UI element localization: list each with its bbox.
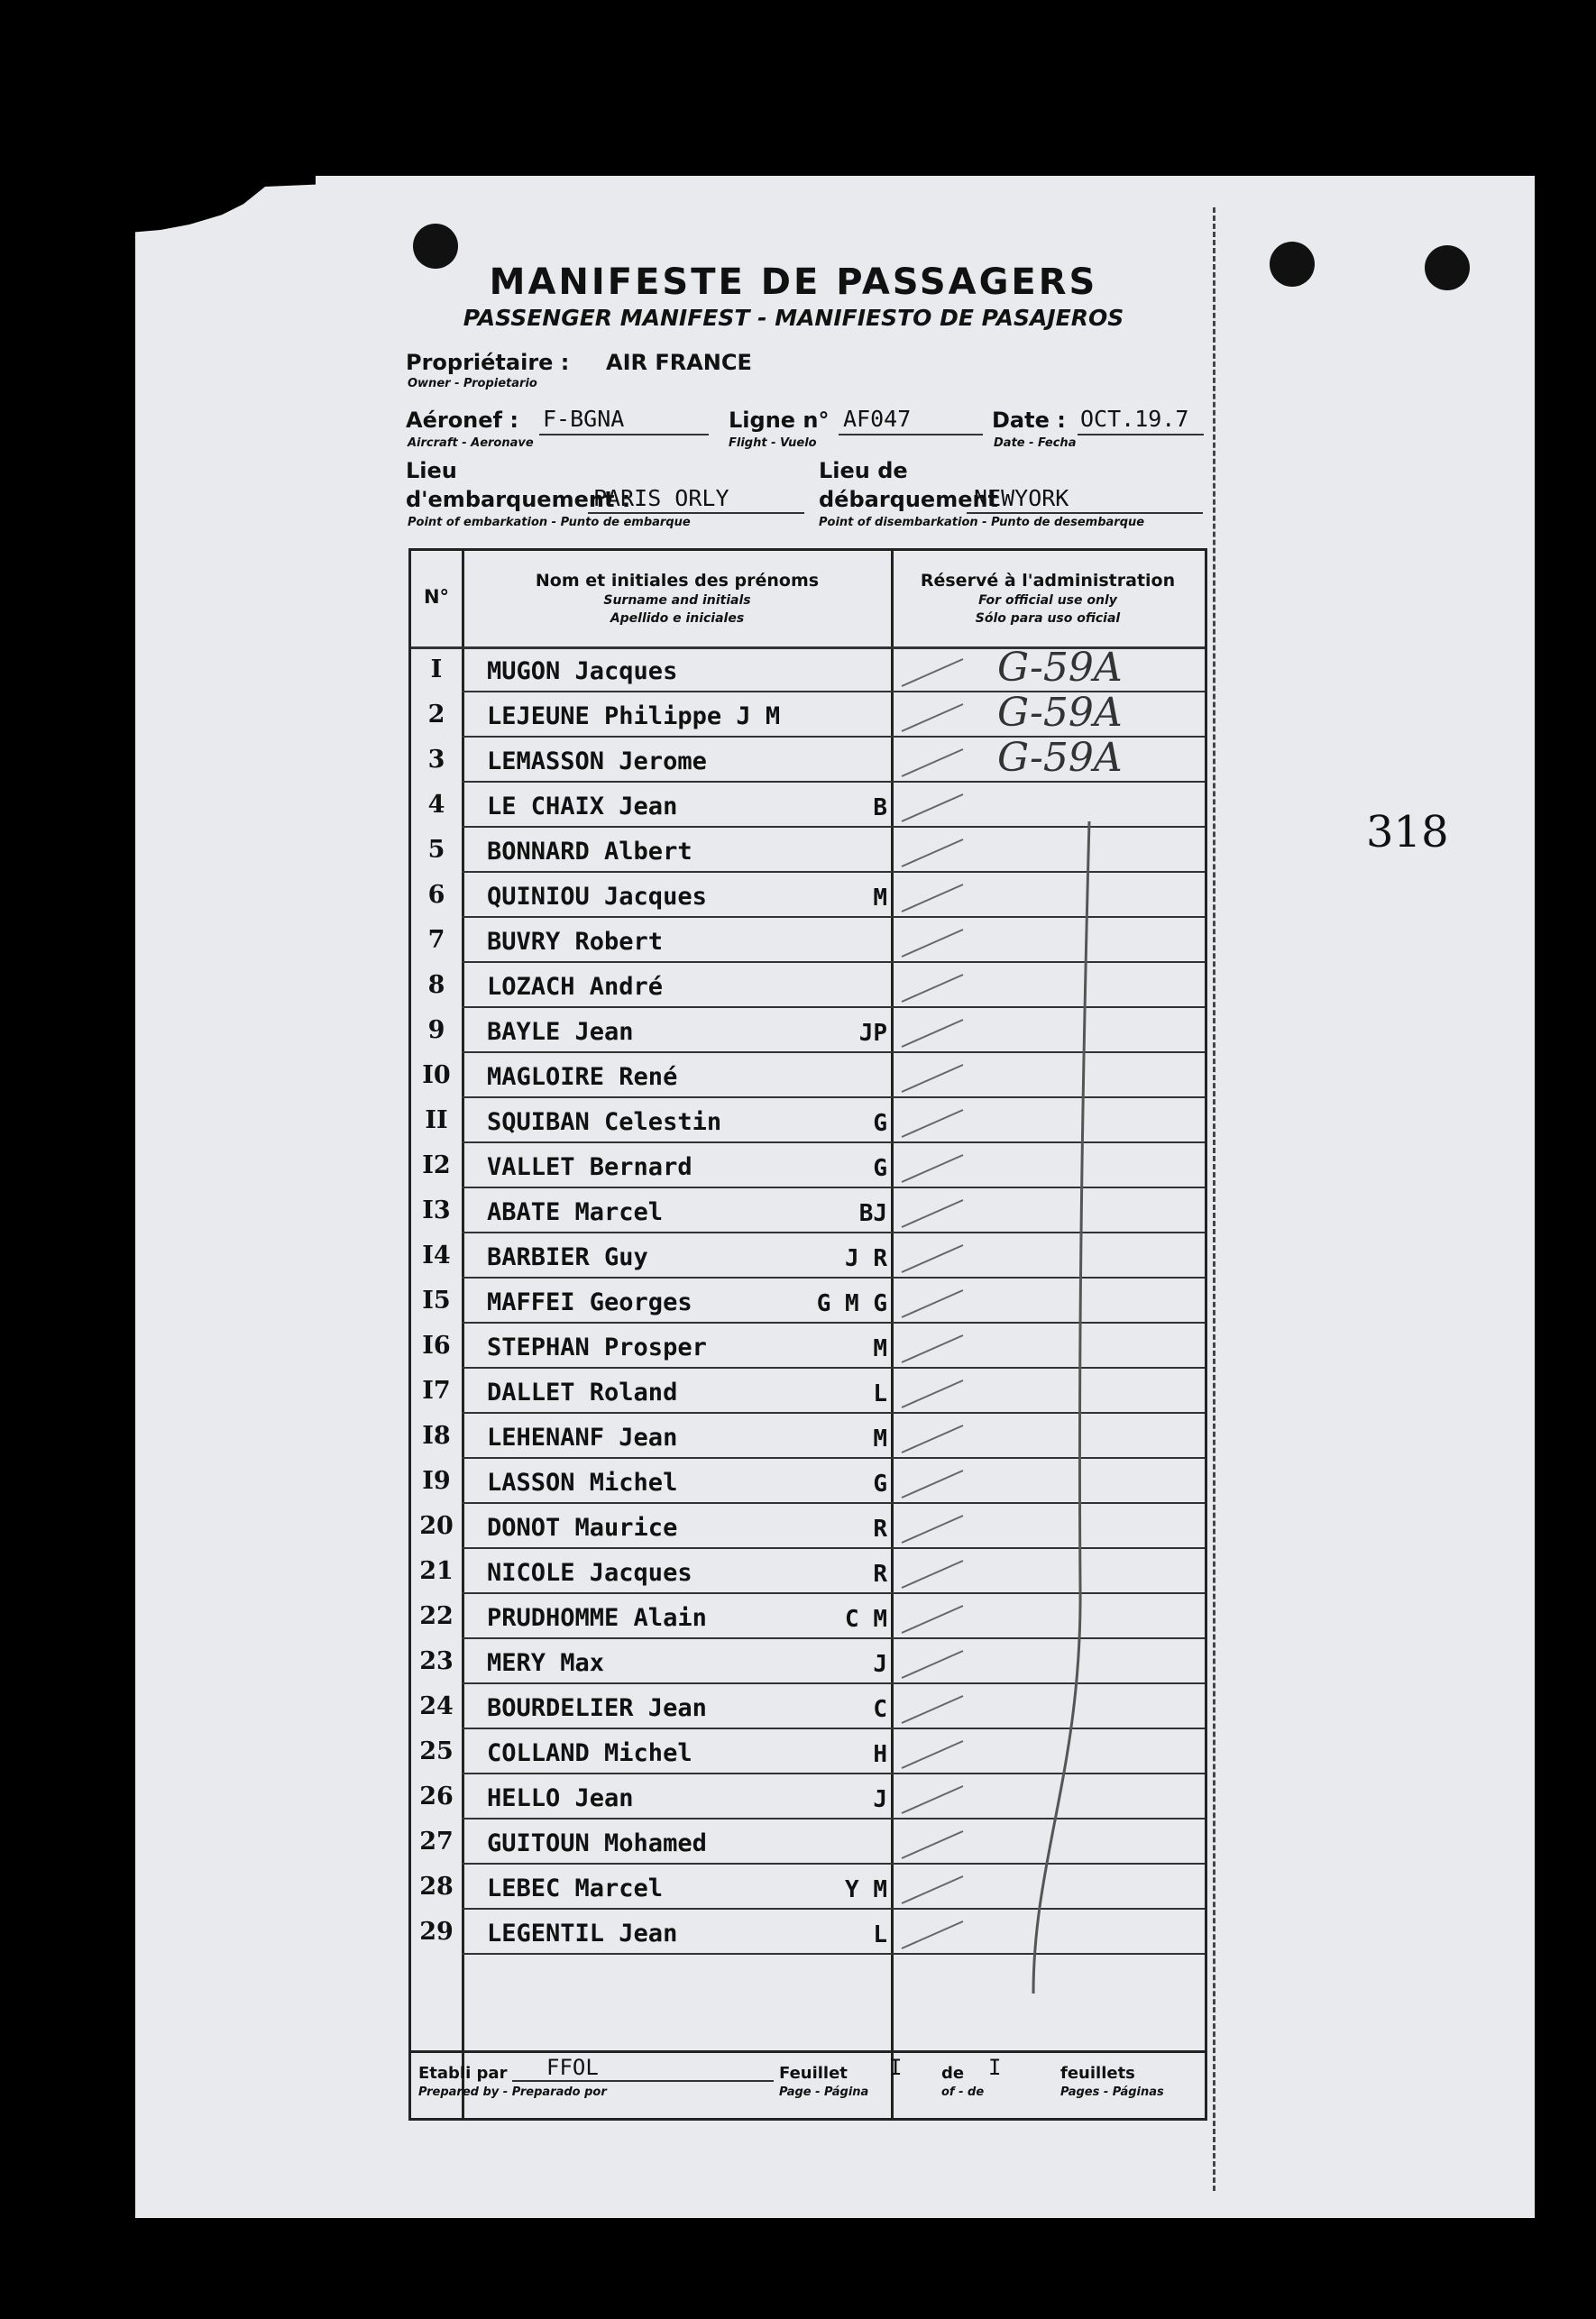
row-number: 24 (419, 1692, 454, 1720)
row-number: 27 (419, 1828, 454, 1856)
embarkation-value: PARIS ORLY (593, 485, 729, 511)
row-number: 29 (419, 1918, 454, 1946)
passenger-name: SQUIBAN Celestin (487, 1108, 722, 1136)
row-number: 26 (419, 1783, 454, 1810)
of-sublabel: of - de (941, 2085, 985, 2099)
page-title: MANIFESTE DE PASSAGERS (489, 261, 1098, 303)
passenger-initials: R (873, 1561, 887, 1588)
prepared-value: FFOL (546, 2055, 599, 2080)
passenger-name: MAFFEI Georges (487, 1288, 693, 1316)
disembarkation-label-2: débarquement (819, 487, 999, 512)
passenger-name: ABATE Marcel (487, 1198, 664, 1226)
admin-vertical-mark (411, 551, 1205, 2118)
passenger-initials: Y M (845, 1876, 887, 1903)
passenger-name: LOZACH André (487, 973, 664, 1001)
row-number: 25 (419, 1737, 454, 1765)
col-header-admin-sub2: Sólo para uso oficial (975, 610, 1121, 626)
row-number: 6 (427, 881, 445, 909)
row-number: I0 (422, 1061, 451, 1089)
sheets-label: feuillets (1060, 2064, 1135, 2083)
row-number: I9 (422, 1467, 451, 1495)
col-header-admin-sub1: For official use only (978, 592, 1117, 608)
disembarkation-underline (967, 512, 1203, 514)
row-number: I2 (422, 1151, 451, 1179)
passenger-initials: M (873, 1425, 887, 1453)
row-number: I (430, 655, 443, 683)
row-number: I7 (422, 1377, 451, 1405)
passenger-initials: G M G (816, 1290, 887, 1317)
passenger-name: LEBEC Marcel (487, 1874, 664, 1902)
row-number: I8 (422, 1422, 451, 1450)
aircraft-label: Aéronef : (406, 408, 518, 433)
admin-code: G-59A (997, 735, 1123, 781)
passenger-initials: C (873, 1696, 887, 1723)
row-number: I3 (422, 1196, 451, 1224)
prepared-underline (512, 2080, 774, 2082)
passenger-initials: J (873, 1786, 887, 1813)
passenger-initials: JP (858, 1020, 887, 1047)
disembarkation-value: NEWYORK (974, 485, 1069, 511)
disembarkation-sublabel: Point of disembarkation - Punto de desembarque (819, 516, 1145, 529)
row-number: I6 (422, 1332, 451, 1360)
passenger-name: STEPHAN Prosper (487, 1334, 707, 1361)
passenger-name: HELLO Jean (487, 1784, 634, 1812)
admin-code: G-59A (997, 645, 1123, 691)
aircraft-sublabel: Aircraft - Aeronave (408, 436, 534, 450)
passenger-name: DONOT Maurice (487, 1514, 678, 1542)
sheet-sublabel: Page - Página (779, 2085, 869, 2099)
passenger-name: BOURDELIER Jean (487, 1694, 707, 1722)
passenger-name: MUGON Jacques (487, 657, 678, 685)
passenger-name: GUITOUN Mohamed (487, 1829, 707, 1857)
passenger-initials: M (873, 885, 887, 912)
passenger-name: LEHENANF Jean (487, 1424, 678, 1452)
row-number: 21 (419, 1557, 454, 1585)
passenger-name: LASSON Michel (487, 1469, 678, 1497)
punch-hole (1425, 245, 1470, 290)
row-number: 3 (427, 746, 445, 774)
row-number: I4 (422, 1242, 451, 1269)
date-underline (1078, 434, 1204, 435)
passenger-name: COLLAND Michel (487, 1739, 693, 1767)
row-number: 28 (419, 1873, 454, 1901)
owner-value: AIR FRANCE (606, 350, 752, 375)
passenger-name: BAYLE Jean (487, 1018, 634, 1046)
passenger-initials: L (873, 1380, 887, 1407)
passenger-name: QUINIOU Jacques (487, 883, 707, 911)
aircraft-value: F-BGNA (543, 406, 625, 432)
row-number: 2 (427, 701, 445, 729)
passenger-initials: BJ (858, 1200, 887, 1227)
passenger-name: PRUDHOMME Alain (487, 1604, 707, 1632)
row-number: 22 (419, 1602, 454, 1630)
date-value: OCT.19.7 (1080, 406, 1189, 432)
sheets-sublabel: Pages - Páginas (1060, 2085, 1164, 2099)
passenger-name: VALLET Bernard (487, 1153, 693, 1181)
disembarkation-label-1: Lieu de (819, 458, 908, 483)
prepared-label: Etabli par (418, 2064, 508, 2083)
row-number: 8 (427, 971, 445, 999)
of-label: de (941, 2064, 965, 2083)
col-header-name-sub1: Surname and initials (603, 592, 751, 608)
passenger-name: BUVRY Robert (487, 928, 664, 956)
row-number: 9 (427, 1016, 445, 1044)
passenger-initials: J R (845, 1245, 887, 1272)
sheet-value: I (889, 2055, 903, 2080)
passenger-name: LE CHAIX Jean (487, 793, 678, 820)
passenger-name: LEGENTIL Jean (487, 1920, 678, 1948)
passenger-initials: G (873, 1155, 887, 1182)
embarkation-label-2: d'embarquement : (406, 487, 631, 512)
passenger-name: MAGLOIRE René (487, 1063, 678, 1091)
passenger-name: MERY Max (487, 1649, 605, 1677)
embarkation-underline (588, 512, 804, 514)
flight-sublabel: Flight - Vuelo (729, 436, 817, 450)
fold-line (1213, 207, 1215, 2191)
passenger-name: NICOLE Jacques (487, 1559, 693, 1587)
date-sublabel: Date - Fecha (994, 436, 1077, 450)
embarkation-sublabel: Point of embarkation - Punto de embarque (408, 516, 691, 529)
of-value: I (988, 2055, 1002, 2080)
col-header-admin-title: Réservé à l'administration (920, 571, 1176, 591)
passenger-name: LEJEUNE Philippe J M (487, 702, 781, 730)
flight-underline (839, 434, 983, 435)
col-header-name-sub2: Apellido e iniciales (610, 610, 745, 626)
passenger-initials: J (873, 1651, 887, 1678)
prepared-sublabel: Prepared by - Preparado por (418, 2085, 607, 2099)
passenger-name: DALLET Roland (487, 1379, 678, 1407)
col-header-name-title: Nom et initiales des prénoms (535, 571, 820, 591)
passenger-initials: M (873, 1335, 887, 1362)
passenger-name: BARBIER Guy (487, 1243, 648, 1271)
passenger-initials: R (873, 1516, 887, 1543)
row-number: 5 (427, 836, 445, 864)
page-subtitle: PASSENGER MANIFEST - MANIFIESTO DE PASAJEROS (463, 305, 1124, 331)
page-number: 318 (1366, 807, 1449, 857)
passenger-initials: G (873, 1471, 887, 1498)
flight-value: AF047 (843, 406, 912, 432)
col-header-no: N° (423, 586, 450, 608)
flight-label: Ligne n° (729, 408, 830, 433)
aircraft-underline (539, 434, 709, 435)
passenger-initials: G (873, 1110, 887, 1137)
embarkation-label-1: Lieu (406, 458, 457, 483)
punch-hole (1270, 242, 1315, 287)
admin-code: G-59A (997, 690, 1123, 736)
row-number: 20 (419, 1512, 454, 1540)
passenger-table (408, 548, 1207, 2121)
passenger-name: LEMASSON Jerome (487, 747, 707, 775)
owner-label: Propriétaire : (406, 350, 570, 375)
passenger-initials: C M (845, 1606, 887, 1633)
sheet-label: Feuillet (779, 2064, 848, 2083)
passenger-name: BONNARD Albert (487, 838, 693, 866)
passenger-initials: L (873, 1921, 887, 1948)
owner-sublabel: Owner - Propietario (408, 377, 537, 390)
passenger-initials: H (873, 1741, 887, 1768)
row-number: 7 (427, 926, 445, 954)
passenger-initials: B (873, 794, 887, 821)
row-number: 4 (427, 791, 445, 819)
row-number: II (425, 1106, 448, 1134)
date-label: Date : (992, 408, 1066, 433)
footer (411, 2050, 1205, 2118)
row-number: I5 (422, 1287, 451, 1315)
row-number: 23 (419, 1647, 454, 1675)
